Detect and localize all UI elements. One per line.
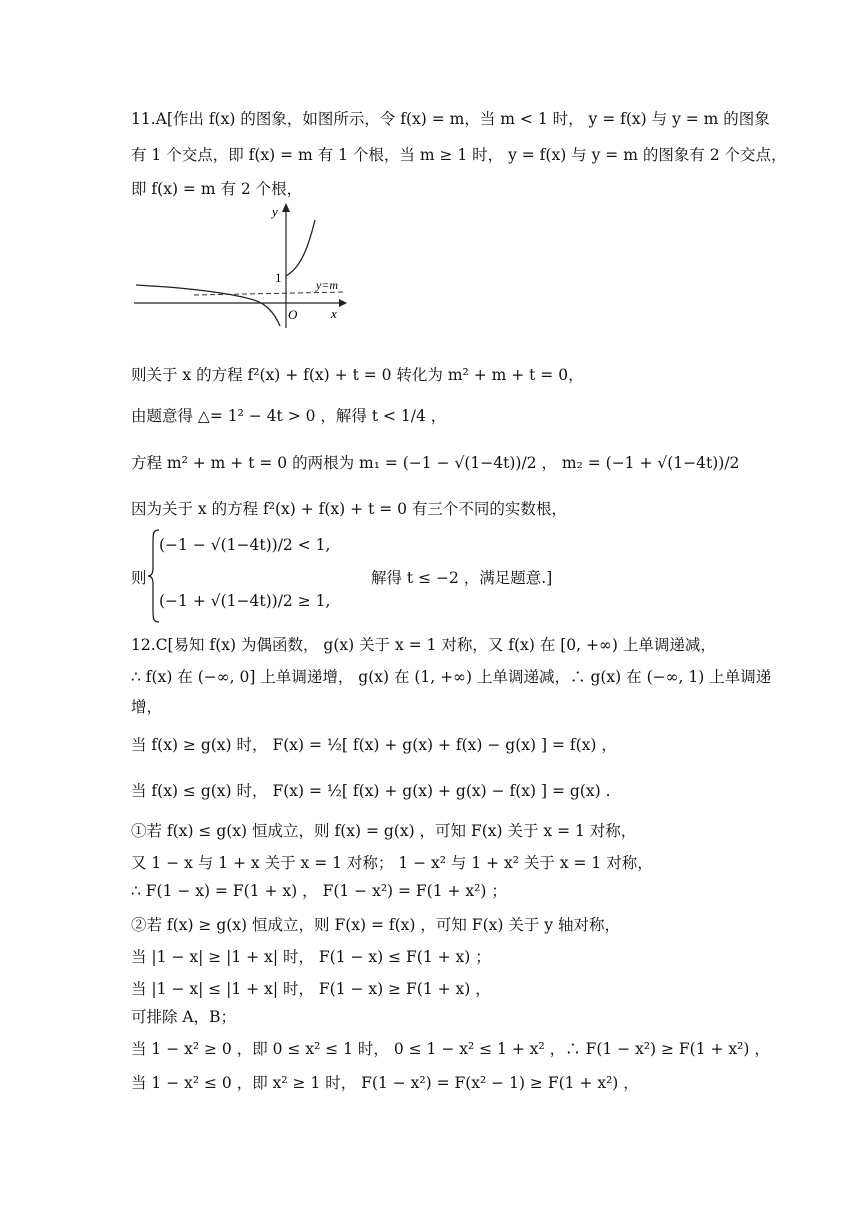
x-axis-label: x bbox=[331, 306, 337, 321]
y-axis-label: y bbox=[272, 204, 278, 219]
text-line: 当 f(x) ≤ g(x) 时， F(x) = ½[ f(x) + g(x) + g(x) − f(x) ] = g(x) . bbox=[131, 782, 611, 800]
text-line: 由题意得 △= 1² − 4t > 0 ，解得 t < 1/4 ， bbox=[131, 407, 447, 425]
text-line: ∴ f(x) 在 (−∞, 0] 上单调递增， g(x) 在 (1, +∞) 上单调递减，∴ g(x) 在 (−∞, 1) 上单调递 bbox=[131, 668, 772, 686]
text-line-12c: 12.C[易知 f(x) 为偶函数， g(x) 关于 x = 1 对称，又 f(x) 在 [0, +∞) 上单调递减， bbox=[131, 636, 716, 654]
text-line: ②若 f(x) ≥ g(x) 恒成立，则 F(x) = f(x) ，可知 F(x) 关于 y 轴对称， bbox=[131, 916, 620, 934]
text-line: 可排除 A，B； bbox=[131, 1008, 237, 1026]
text-line: ∴ F(1 − x) = F(1 + x) ， F(1 − x²) = F(1 + x²) ； bbox=[131, 882, 507, 900]
y-axis-arrow bbox=[282, 203, 290, 212]
text-line: 当 f(x) ≥ g(x) 时， F(x) = ½[ f(x) + g(x) + f(x) − g(x) ] = f(x) ， bbox=[131, 736, 617, 754]
function-graph-figure bbox=[134, 202, 348, 328]
one-label: 1 bbox=[275, 270, 282, 285]
system-prefix: 则 bbox=[131, 569, 147, 587]
text-line: 则关于 x 的方程 f²(x) + f(x) + t = 0 转化为 m² + m + t = 0， bbox=[131, 366, 584, 384]
text-line: 又 1 − x 与 1 + x 关于 x = 1 对称； 1 − x² 与 1 + x² 关于 x = 1 对称， bbox=[131, 854, 653, 872]
text-line: 增， bbox=[131, 698, 163, 716]
text-line: 因为关于 x 的方程 f²(x) + f(x) + t = 0 有三个不同的实数根， bbox=[131, 500, 567, 518]
system-row-1: (−1 − √(1−4t))/2 < 1, bbox=[159, 536, 331, 554]
system-suffix: 解得 t ≤ −2 ，满足题意.] bbox=[371, 569, 553, 587]
text-line-11a: 11.A[作出 f(x) 的图象，如图所示，令 f(x) = m，当 m < 1 时， y = f(x) 与 y = m 的图象 bbox=[131, 110, 770, 128]
text-line: 当 |1 − x| ≤ |1 + x| 时， F(1 − x) ≥ F(1 + x) ， bbox=[131, 980, 491, 998]
origin-label: O bbox=[288, 307, 298, 322]
text-line: 当 1 − x² ≥ 0 ，即 0 ≤ x² ≤ 1 时， 0 ≤ 1 − x² ≤ 1 + x² ，∴ F(1 − x²) ≥ F(1 + x²) ， bbox=[131, 1040, 770, 1058]
text-line: 方程 m² + m + t = 0 的两根为 m₁ = (−1 − √(1−4t))/2 ， m₂ = (−1 + √(1−4t))/2 bbox=[131, 454, 740, 472]
text-line: 当 1 − x² ≤ 0 ，即 x² ≥ 1 时， F(1 − x²) = F(x² − 1) ≥ F(1 + x²) ， bbox=[131, 1074, 639, 1092]
text-line: 即 f(x) = m 有 2 个根， bbox=[131, 180, 303, 198]
system-row-2: (−1 + √(1−4t))/2 ≥ 1, bbox=[159, 592, 331, 610]
curve-left-branch bbox=[136, 285, 280, 326]
x-axis-arrow bbox=[339, 299, 347, 307]
text-line: 当 |1 − x| ≥ |1 + x| 时， F(1 − x) ≤ F(1 + x) ； bbox=[131, 948, 491, 966]
text-line: ①若 f(x) ≤ g(x) 恒成立，则 f(x) = g(x) ，可知 F(x) 关于 x = 1 对称， bbox=[131, 822, 637, 840]
text-line: 有 1 个交点，即 f(x) = m 有 1 个根，当 m ≥ 1 时， y = f(x) 与 y = m 的图象有 2 个交点， bbox=[131, 146, 787, 164]
curve-right-branch bbox=[286, 220, 315, 276]
line-label-y-m: y=m bbox=[316, 278, 339, 292]
